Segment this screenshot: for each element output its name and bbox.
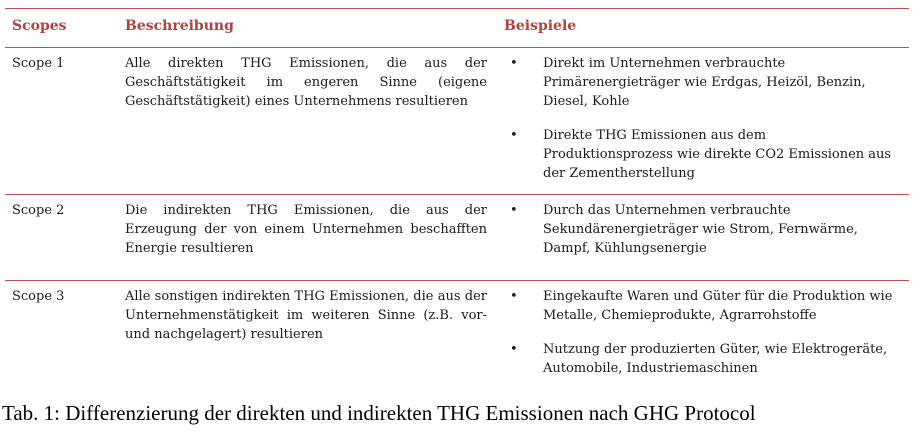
bullet-icon: • [510,56,518,71]
table-row-scope-2 [5,195,909,281]
list-item [504,340,899,378]
examples-list [504,201,899,258]
example-text: Direkte THG Emissionen aus dem Produktionsprozess wie direkte CO2 Emissionen aus der Zementherstellung [543,128,892,181]
header-scopes: Scopes [12,18,67,34]
examples-list [504,54,899,183]
header-examples: Beispiele [504,18,577,34]
table-row-scope-3 [5,281,909,391]
list-item [504,201,899,258]
list-item [504,287,899,325]
table-caption: Tab. 1: Differenzierung der direkten und indirekten THG Emissionen nach GHG Protocol [2,401,756,425]
example-text: Direkt im Unternehmen verbrauchte Primärenergieträger wie Erdgas, Heizöl, Benzin, Diesel, Kohle [543,56,866,109]
ghg-scopes-table [5,8,909,391]
example-text: Nutzung der produzierten Güter, wie Elektrogeräte, Automobile, Industriemaschinen [543,342,888,376]
list-item [504,54,899,111]
bullet-icon: • [510,128,518,143]
example-text: Durch das Unternehmen verbrauchte Sekundärenergieträger wie Strom, Fernwärme, Dampf, Kühlungsenergie [543,203,858,256]
scope-label: Scope 1 [12,56,65,71]
examples-list [504,287,899,378]
list-item [504,126,899,183]
scope-label: Scope 2 [12,203,65,218]
bullet-icon: • [510,342,518,357]
header-description: Beschreibung [125,18,234,34]
bullet-icon: • [510,289,518,304]
scope-description: Die indirekten THG Emissionen, die aus der Erzeugung der von einem Unternehmen beschafften Energie resultieren [125,203,487,256]
table-row-scope-1 [5,48,909,195]
scope-description: Alle direkten THG Emissionen, die aus der Geschäftstätigkeit im engeren Sinne (eigene Geschäftstätigkeit) eines Unternehmens resultieren [125,56,487,109]
table-header-row [5,8,909,48]
example-text: Eingekaufte Waren und Güter für die Produktion wie Metalle, Chemieprodukte, Agrarrohstoffe [543,289,893,323]
scope-description: Alle sonstigen indirekten THG Emissionen, die aus der Unternehmenstätigkeit im weiteren Sinne (z.B. vor- und nachgelagert) resultieren [125,289,487,342]
bullet-icon: • [510,203,518,218]
scope-label: Scope 3 [12,289,65,304]
